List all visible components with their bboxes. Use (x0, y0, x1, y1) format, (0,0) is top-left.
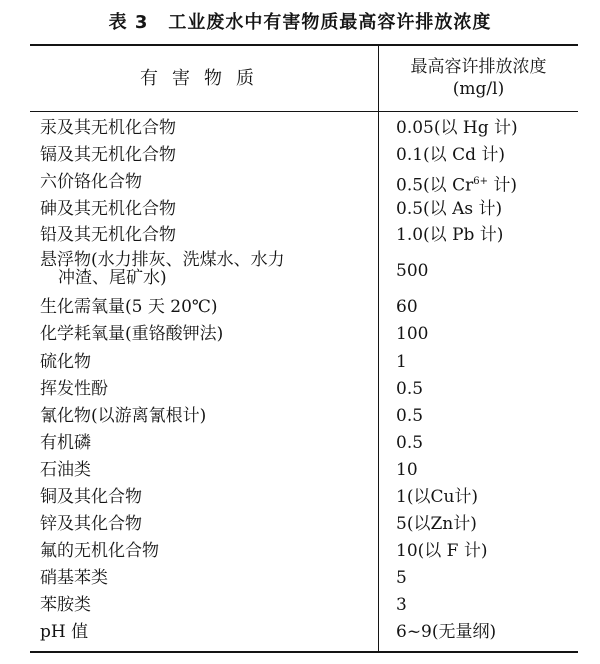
limit-prefix: 0.5(以 Cr (396, 175, 474, 196)
limit-cell: 0.5 (396, 433, 424, 453)
limit-cell: 1(以Cu计) (396, 487, 479, 507)
limit-cell: 10(以 F 计) (396, 541, 488, 561)
limit-cell: 6~9(无量纲) (396, 622, 497, 642)
table-row (30, 538, 578, 564)
table-row (30, 619, 578, 645)
header-rule (30, 111, 578, 112)
table-number: 表 3 (108, 12, 149, 33)
substance-cell: 生化需氧量(5 天 20℃) (40, 297, 218, 317)
substance-cell: 铜及其化合物 (40, 487, 142, 507)
substance-cell: 氰化物(以游离氰根计) (40, 406, 207, 426)
limit-cell: 3 (396, 595, 407, 615)
limit-cell: 1 (396, 352, 407, 372)
table-row (30, 196, 578, 222)
table-row (30, 251, 578, 291)
substance-cell: 苯胺类 (40, 595, 91, 615)
substance-cell: 有机磷 (40, 433, 91, 453)
table-row (30, 511, 578, 537)
limit-cell: 5 (396, 568, 407, 588)
substance-cell: 镉及其无机化合物 (40, 145, 176, 165)
substance-cell: 砷及其无机化合物 (40, 199, 176, 219)
substance-cell: 硝基苯类 (40, 568, 108, 588)
substance-cell: 汞及其无机化合物 (40, 118, 176, 138)
limit-cell: 0.05(以 Hg 计) (396, 118, 518, 138)
substance-cell: 氟的无机化合物 (40, 541, 159, 561)
header-limit-title: 最高容许排放浓度 (410, 57, 547, 77)
table-row (30, 294, 578, 320)
substance-cell: 化学耗氧量(重铬酸钾法) (40, 324, 224, 344)
limit-cell: 5(以Zn计) (396, 514, 477, 534)
table-row (30, 169, 578, 195)
table-row (30, 349, 578, 375)
limit-cell: 0.5 (396, 379, 424, 399)
limit-cell: 0.5 (396, 406, 424, 426)
table-row (30, 565, 578, 591)
substance-cell: 六价铬化合物 (40, 172, 142, 192)
bottom-rule (30, 651, 578, 653)
table-row (30, 457, 578, 483)
substance-cell: 锌及其化合物 (40, 514, 142, 534)
substance-line-2: 冲渣、尾矿水) (58, 268, 167, 288)
table-row (30, 430, 578, 456)
table-title (0, 8, 600, 34)
limit-cell: 0.5(以 As 计) (396, 199, 503, 219)
limit-cell: 100 (396, 324, 429, 344)
limit-superscript: 6+ (473, 176, 488, 187)
table-row (30, 376, 578, 402)
substance-cell: pH 值 (40, 622, 89, 642)
table-row (30, 222, 578, 248)
substance-cell: 挥发性酚 (40, 379, 108, 399)
limit-cell: 60 (396, 297, 418, 317)
limit-cell: 0.1(以 Cd 计) (396, 145, 505, 165)
header-limit-unit: (mg/l) (452, 79, 505, 99)
table-row (30, 142, 578, 168)
header-limit (379, 56, 578, 100)
table-row (30, 484, 578, 510)
substance-cell: 硫化物 (40, 352, 91, 372)
table-row (30, 115, 578, 141)
limit-cell (396, 169, 517, 199)
substance-cell (40, 251, 350, 287)
table-title-text: 工业废水中有害物质最高容许排放浓度 (168, 12, 492, 33)
header-substance: 有害物质 (140, 68, 268, 89)
substance-line-1: 悬浮物(水力排灰、洗煤水、水力 (40, 250, 285, 270)
substance-cell: 铅及其无机化合物 (40, 225, 176, 245)
limit-cell: 1.0(以 Pb 计) (396, 225, 504, 245)
limit-cell: 10 (396, 460, 418, 480)
substance-cell: 石油类 (40, 460, 91, 480)
table-row (30, 321, 578, 347)
table-row (30, 592, 578, 618)
table-row (30, 403, 578, 429)
limit-suffix: 计) (487, 175, 518, 196)
limit-cell: 500 (396, 261, 429, 281)
top-rule (30, 44, 578, 46)
